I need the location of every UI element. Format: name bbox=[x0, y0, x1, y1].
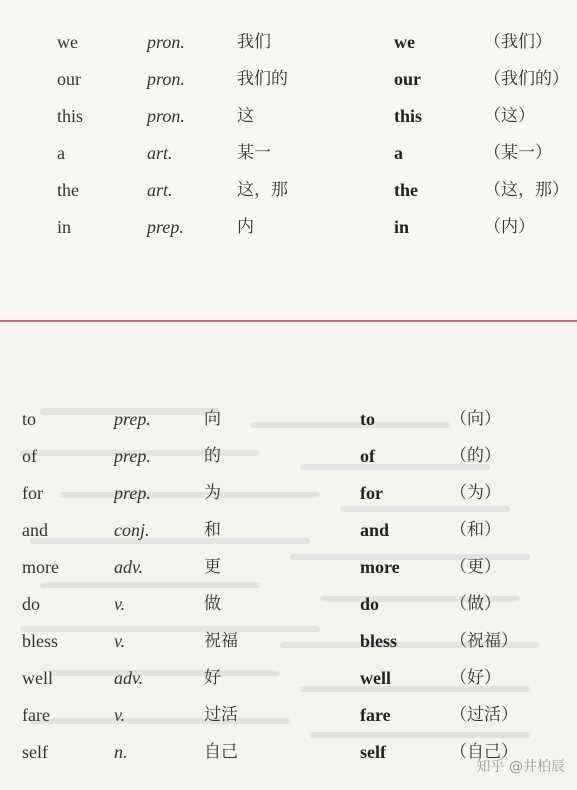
parenthetical-meaning: （我们的） bbox=[484, 69, 569, 89]
chinese-meaning: 我们的 bbox=[237, 69, 288, 89]
part-of-speech: adv. bbox=[114, 557, 144, 577]
vocab-row bbox=[0, 626, 577, 656]
english-word: our bbox=[57, 69, 81, 89]
watermark-text: 知乎 @井柏辰 bbox=[476, 759, 565, 775]
part-of-speech: pron. bbox=[147, 69, 185, 89]
bold-english-word: this bbox=[394, 106, 423, 126]
english-word: for bbox=[22, 483, 43, 503]
bold-english-word: in bbox=[394, 217, 410, 237]
english-word: bless bbox=[22, 631, 58, 651]
bold-english-word: self bbox=[360, 742, 386, 762]
chinese-meaning: 和 bbox=[204, 520, 221, 540]
english-word: this bbox=[57, 106, 84, 126]
bold-english-word: and bbox=[360, 520, 390, 540]
panel-divider-line bbox=[0, 320, 577, 322]
bold-english-word: fare bbox=[360, 705, 391, 725]
vocab-row bbox=[0, 175, 577, 205]
chinese-meaning: 向 bbox=[204, 409, 221, 429]
english-word: and bbox=[22, 520, 48, 540]
part-of-speech: n. bbox=[114, 742, 128, 762]
bold-english-word: for bbox=[360, 483, 383, 503]
vocab-row bbox=[0, 212, 577, 242]
chinese-meaning: 这 bbox=[237, 106, 254, 126]
english-word: we bbox=[57, 32, 78, 52]
bold-english-word: the bbox=[394, 180, 418, 200]
vocab-row bbox=[0, 441, 577, 471]
part-of-speech: art. bbox=[147, 143, 173, 163]
english-word: of bbox=[22, 446, 37, 466]
part-of-speech: conj. bbox=[114, 520, 150, 540]
english-word: in bbox=[57, 217, 72, 237]
chinese-meaning: 祝福 bbox=[204, 631, 238, 651]
bold-english-word: do bbox=[360, 594, 380, 614]
bold-english-word: to bbox=[360, 409, 375, 429]
english-word: self bbox=[22, 742, 48, 762]
chinese-meaning: 这，那 bbox=[237, 180, 288, 200]
english-word: fare bbox=[22, 705, 50, 725]
parenthetical-meaning: （自己） bbox=[450, 742, 518, 762]
chinese-meaning: 做 bbox=[204, 594, 221, 614]
vocab-row bbox=[0, 404, 577, 434]
bold-english-word: of bbox=[360, 446, 375, 466]
parenthetical-meaning: （这，那） bbox=[484, 180, 569, 200]
part-of-speech: v. bbox=[114, 705, 126, 725]
parenthetical-meaning: （做） bbox=[450, 594, 501, 614]
chinese-meaning: 为 bbox=[204, 483, 221, 503]
english-word: do bbox=[22, 594, 40, 614]
parenthetical-meaning: （为） bbox=[450, 483, 501, 503]
parenthetical-meaning: （过活） bbox=[450, 705, 518, 725]
part-of-speech: v. bbox=[114, 594, 126, 614]
part-of-speech: adv. bbox=[114, 668, 144, 688]
part-of-speech: v. bbox=[114, 631, 126, 651]
bold-english-word: more bbox=[360, 557, 400, 577]
parenthetical-meaning: （我们） bbox=[484, 32, 552, 52]
part-of-speech: prep. bbox=[114, 446, 151, 466]
vocab-row bbox=[0, 27, 577, 57]
bold-english-word: well bbox=[360, 668, 391, 688]
part-of-speech: prep. bbox=[147, 217, 184, 237]
chinese-meaning: 内 bbox=[237, 217, 254, 237]
parenthetical-meaning: （更） bbox=[450, 557, 501, 577]
parenthetical-meaning: （的） bbox=[450, 446, 501, 466]
vocab-row bbox=[0, 700, 577, 730]
chinese-meaning: 自己 bbox=[204, 742, 238, 762]
chinese-meaning: 更 bbox=[204, 557, 221, 577]
parenthetical-meaning: （这） bbox=[484, 106, 535, 126]
part-of-speech: prep. bbox=[114, 483, 151, 503]
vocab-row bbox=[0, 515, 577, 545]
english-word: more bbox=[22, 557, 59, 577]
english-word: a bbox=[57, 143, 65, 163]
chinese-meaning: 好 bbox=[204, 668, 221, 688]
chinese-meaning: 某一 bbox=[237, 143, 271, 163]
parenthetical-meaning: （某一） bbox=[484, 143, 552, 163]
part-of-speech: pron. bbox=[147, 106, 185, 126]
chinese-meaning: 我们 bbox=[237, 32, 271, 52]
vocab-row bbox=[0, 64, 577, 94]
part-of-speech: prep. bbox=[114, 409, 151, 429]
chinese-meaning: 过活 bbox=[204, 705, 238, 725]
english-word: the bbox=[57, 180, 79, 200]
bold-english-word: we bbox=[394, 32, 415, 52]
vocab-row bbox=[0, 552, 577, 582]
vocab-row bbox=[0, 478, 577, 508]
parenthetical-meaning: （和） bbox=[450, 520, 501, 540]
vocab-row bbox=[0, 101, 577, 131]
bold-english-word: a bbox=[394, 143, 403, 163]
vocab-row bbox=[0, 663, 577, 693]
parenthetical-meaning: （祝福） bbox=[450, 631, 518, 651]
vocab-row bbox=[0, 138, 577, 168]
parenthetical-meaning: （好） bbox=[450, 668, 501, 688]
chinese-meaning: 的 bbox=[204, 446, 221, 466]
english-word: to bbox=[22, 409, 37, 429]
part-of-speech: pron. bbox=[147, 32, 185, 52]
parenthetical-meaning: （内） bbox=[484, 217, 535, 237]
part-of-speech: art. bbox=[147, 180, 173, 200]
bold-english-word: our bbox=[394, 69, 421, 89]
bold-english-word: bless bbox=[360, 631, 398, 651]
vocab-row bbox=[0, 589, 577, 619]
english-word: well bbox=[22, 668, 53, 688]
parenthetical-meaning: （向） bbox=[450, 409, 501, 429]
